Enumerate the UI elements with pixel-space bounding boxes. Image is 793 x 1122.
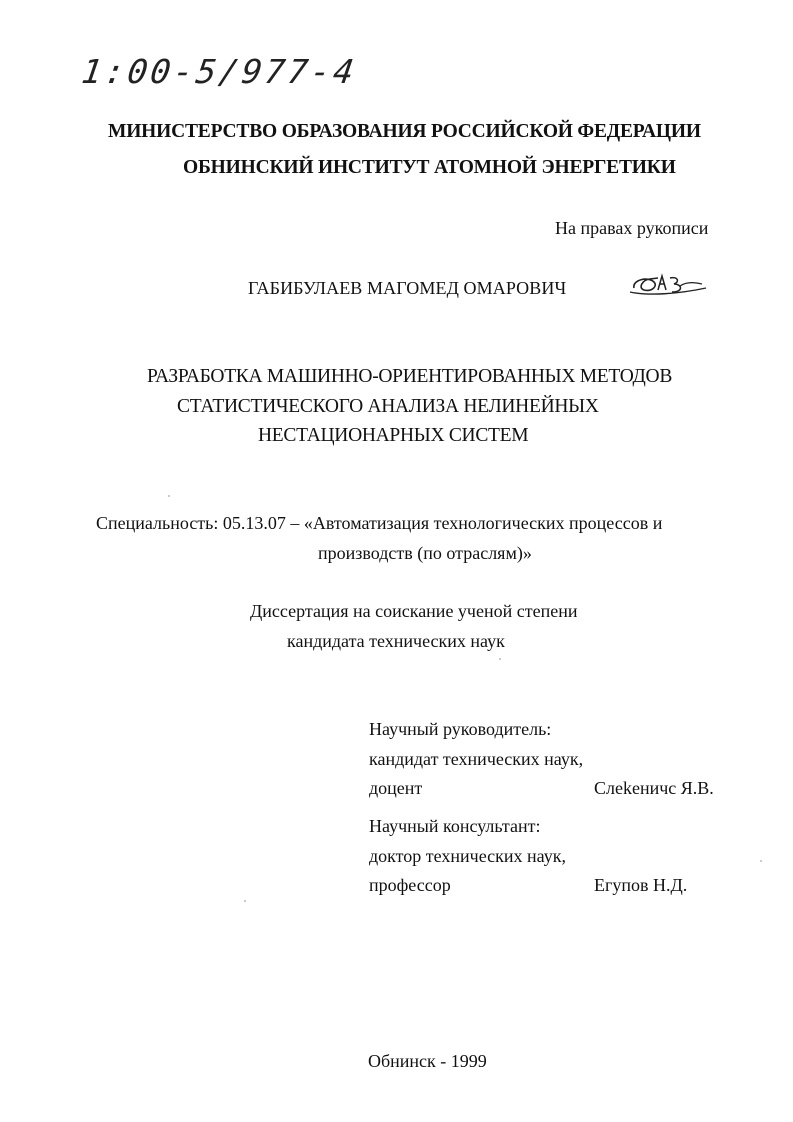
scan-speck — [499, 658, 501, 660]
specialty-line-1: Специальность: 05.13.07 – «Автоматизация технологических процессов и — [96, 513, 663, 533]
supervisor-rank: доцент — [369, 778, 423, 798]
rights-note: На правах рукописи — [555, 218, 709, 238]
consultant-heading: Научный консультант: — [369, 816, 541, 836]
title-line-1: РАЗРАБОТКА МАШИННО-ОРИЕНТИРОВАННЫХ МЕТОДОВ — [147, 366, 673, 387]
ministry-heading: МИНИСТЕРСТВО ОБРАЗОВАНИЯ РОССИЙСКОЙ ФЕДЕРАЦИИ — [108, 121, 701, 142]
place-year: Обнинск - 1999 — [368, 1051, 487, 1071]
degree-line-2: кандидата технических наук — [287, 631, 505, 651]
consultant-name: Егупов Н.Д. — [594, 875, 688, 895]
degree-line-1: Диссертация на соискание ученой степени — [250, 601, 578, 621]
consultant-degree: доктор технических наук, — [369, 846, 566, 866]
institute-heading: ОБНИНСКИЙ ИНСТИТУТ АТОМНОЙ ЭНЕРГЕТИКИ — [183, 157, 676, 178]
scan-speck — [760, 860, 762, 862]
specialty-line-2: производств (по отраслям)» — [318, 543, 532, 563]
supervisor-degree: кандидат технических наук, — [369, 749, 584, 769]
author-name: ГАБИБУЛАЕВ МАГОМЕД ОМАРОВИЧ — [248, 278, 567, 298]
scan-speck — [244, 900, 246, 902]
scan-speck — [168, 495, 170, 497]
supervisor-heading: Научный руководитель: — [369, 719, 552, 739]
supervisor-name: Слеkеничс Я.В. — [594, 778, 714, 798]
consultant-rank: профессор — [369, 875, 451, 895]
author-signature — [628, 270, 710, 300]
title-line-3: НЕСТАЦИОНАРНЫХ СИСТЕМ — [258, 425, 529, 446]
title-line-2: СТАТИСТИЧЕСКОГО АНАЛИЗА НЕЛИНЕЙНЫХ — [177, 396, 599, 417]
archive-code: 1:00-5/977-4 — [79, 52, 360, 91]
